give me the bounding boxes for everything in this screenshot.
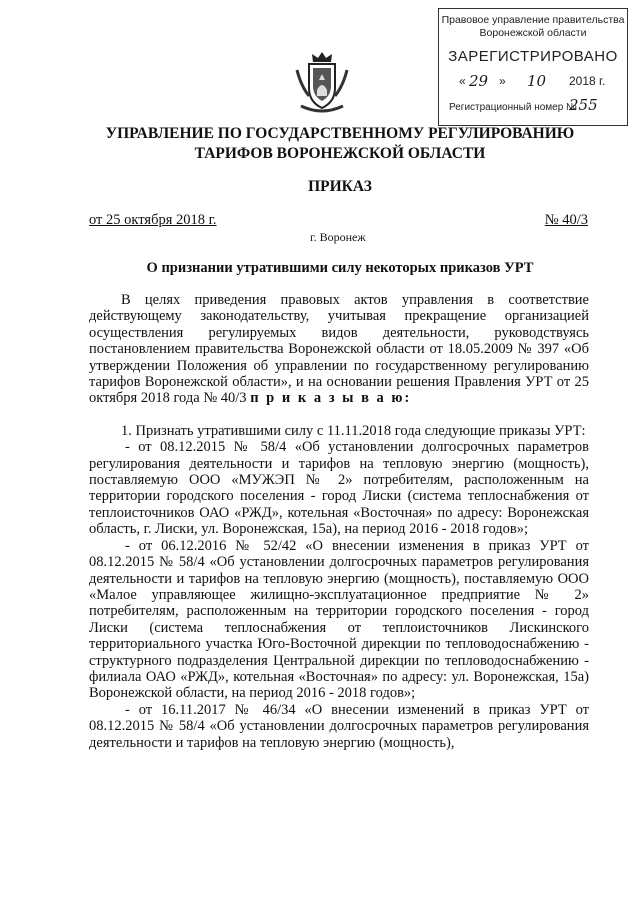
- order-city: г. Воронеж: [310, 230, 366, 244]
- stamp-date: « 29 » 10 2018 г.: [459, 72, 606, 90]
- sub-item-2: - от 06.12.2016 № 52/42 «О внесении изменения в приказ УРТ от 08.12.2015 № 58/4 «Об установлении долгосрочных параметров регулирования деятельности и тарифов на тепловую энергию (мощность), поставляемую ООО «Малое управляющее жилищно-эксплуатационное предприятие № 2» потребителям, расположенным на территории городского поселения - город Лиски (система теплоснабжения от теплоисточников Лискинского территориального участка Юго-Восточной дирекции по тепловодоснабжению - структурного подразделения Центральной дирекции по тепловодоснабжению - филиала ОАО «РЖД», котельная «Восточная» по адресу: ул. Воронежская, 15а) Воронежской области, на период 2016 - 2018 годов»;: [89, 537, 589, 702]
- sub-item-3: - от 16.11.2017 № 46/34 «О внесении изменений в приказ УРТ от 08.12.2015 № 58/4 «Об установлении долгосрочных параметров регулирования деятельности и тарифов на тепловую энергию (мощность),: [89, 701, 589, 751]
- page-title: [90, 124, 590, 164]
- order-date: от 25 октября 2018 г.: [89, 212, 217, 228]
- coat-of-arms-emblem: [293, 50, 351, 116]
- title-line2: ТАРИФОВ ВОРОНЕЖСКОЙ ОБЛАСТИ: [194, 145, 486, 162]
- registration-stamp: [438, 8, 628, 126]
- order-number: № 40/3: [544, 212, 588, 228]
- stamp-registered-label: ЗАРЕГИСТРИРОВАНО: [448, 48, 618, 65]
- stamp-date-day: 29: [469, 72, 489, 90]
- item-1: 1. Признать утратившими силу с 11.11.2018 года следующие приказы УРТ:: [121, 422, 586, 439]
- preamble-paragraph: [89, 292, 589, 407]
- stamp-org-line2: Воронежской области: [479, 27, 587, 39]
- stamp-reg-number-row: [439, 96, 627, 114]
- sub-item-1: - от 08.12.2015 № 58/4 «Об установлении долгосрочных параметров регулирования деятельности и тарифов на тепловую энергию (мощность), поставляемую ООО «МУЖЭП № 2» потребителям, расположенным на территории городского поселения - город Лиски (система теплоснабжения от теплоисточников ОАО «РЖД», котельная «Восточная» по адресу: Воронежская область, г. Лиски, ул. Воронежская, 15а), на период 2016 - 2018 годов»;: [89, 439, 589, 538]
- stamp-organization: [439, 14, 627, 40]
- document-body: [89, 292, 589, 751]
- title-line1: УПРАВЛЕНИЕ ПО ГОСУДАРСТВЕННОМУ РЕГУЛИРОВАНИЮ: [105, 125, 575, 142]
- doc-type: ПРИКАЗ: [308, 178, 372, 195]
- stamp-date-year: 2018 г.: [569, 74, 606, 88]
- stamp-reg-number: 255: [569, 96, 598, 114]
- stamp-org-line1: Правовое управление правительства: [441, 14, 625, 26]
- order-word: п р и к а з ы в а ю:: [250, 390, 412, 407]
- preamble-text: В целях приведения правовых актов управления в соответствие действующему законодательству, учитывая прекращение организацией осуществления регулируемых видов деятельности, руководствуясь постановлением правительства Воронежской области от 18.05.2009 № 397 «Об утверждении Положения об управлении по государственному регулированию тарифов Воронежской области», и на основании решения Правления УРТ от 25 октября 2018 года № 40/3: [89, 292, 589, 407]
- stamp-reg-number-label: Регистрационный номер №: [449, 102, 577, 113]
- order-subject: О признании утратившими силу некоторых приказов УРТ: [146, 260, 534, 276]
- stamp-date-month: 10: [527, 72, 547, 90]
